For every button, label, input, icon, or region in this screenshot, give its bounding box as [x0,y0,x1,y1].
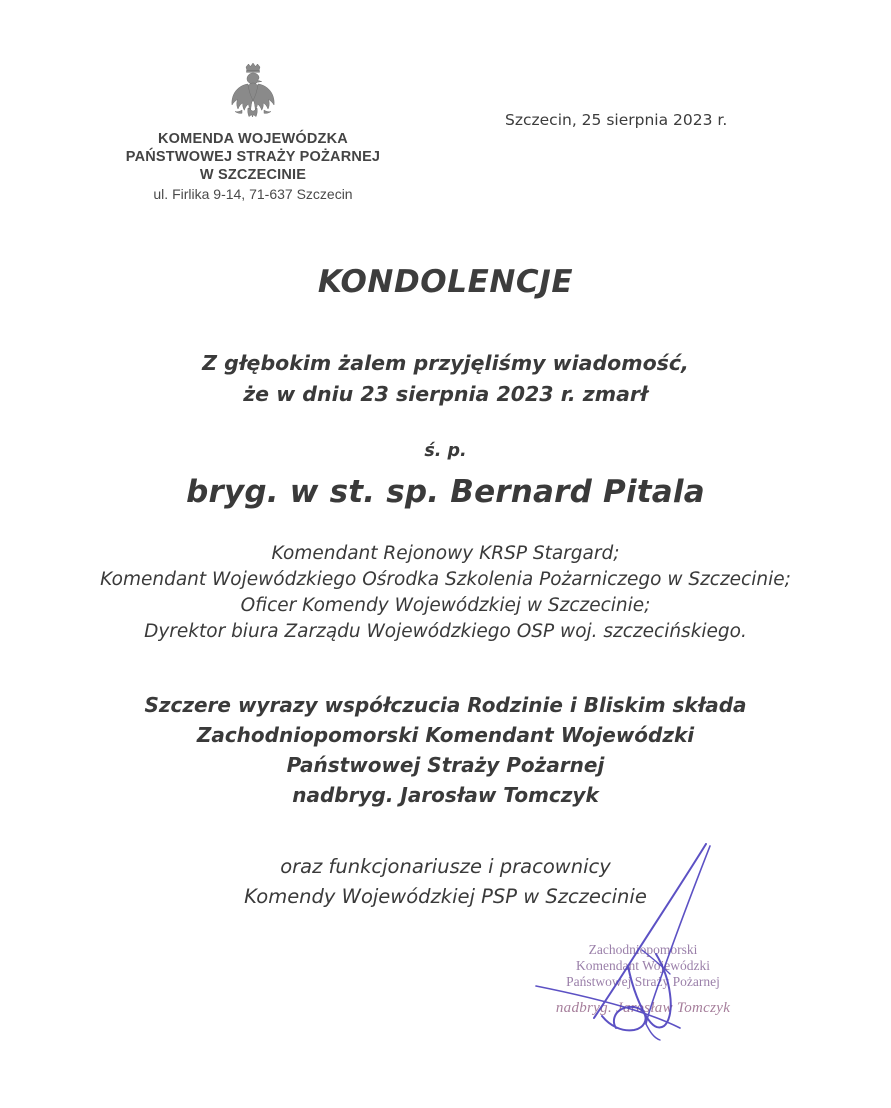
letterhead [108,58,398,204]
page-title: KONDOLENCJE [317,264,574,300]
handwritten-signature-icon [510,830,770,1045]
role-item: Komendant Rejonowy KRSP Stargard; [271,543,620,564]
stamp-line-2: Komendant Wojewódzki [575,958,710,973]
role-item: Oficer Komendy Wojewódzkiej w Szczecinie; [240,595,651,616]
role-item: Dyrektor biura Zarządu Wojewódzkiego OSP woj. szczecińskiego. [144,621,747,642]
from-line: Państwowej Straży Pożarnej [286,753,605,777]
condolence-from-block [0,690,891,810]
letterhead-line-3: W SZCZECINIE [199,167,307,183]
intro-line-2: że w dniu 23 sierpnia 2023 r. zmarł [243,382,648,406]
intro-line-1: Z głębokim żalem przyjęliśmy wiadomość, [202,351,689,375]
roles-block [0,541,891,645]
closing-line: Komendy Wojewódzkiej PSP w Szczecinie [244,885,647,908]
from-line: Szczere wyrazy współczucia Rodzinie i Bliskim składa [144,693,747,717]
role-item: Komendant Wojewódzkiego Ośrodka Szkolenia Pożarniczego w Szczecinie; [100,569,791,590]
deceased-name: bryg. w st. sp. Bernard Pitala [186,474,705,510]
date-line: Szczecin, 25 sierpnia 2023 r. [505,111,728,129]
from-line: nadbryg. Jarosław Tomczyk [292,783,599,807]
letterhead-address: ul. Firlika 9-14, 71-637 Szczecin [153,186,353,202]
stamp-line-3: Państwowej Straży Pożarnej [566,974,720,989]
signature-area [510,830,770,1045]
stamp-line-1: Zachodniopomorski [588,942,698,957]
document-body [0,262,891,912]
from-line: Zachodniopomorski Komendant Wojewódzki [196,723,695,747]
polish-eagle-emblem [222,58,284,124]
letterhead-line-1: KOMENDA WOJEWÓDZKA [158,131,348,147]
letterhead-line-2: PAŃSTWOWEJ STRAŻY POŻARNEJ [125,149,381,165]
intro-block [0,348,891,410]
closing-line: oraz funkcjonariusze i pracownicy [280,855,611,878]
stamp-signature-name: nadbryg. Jarosław Tomczyk [555,1000,731,1016]
honorific: ś. p. [424,441,467,461]
